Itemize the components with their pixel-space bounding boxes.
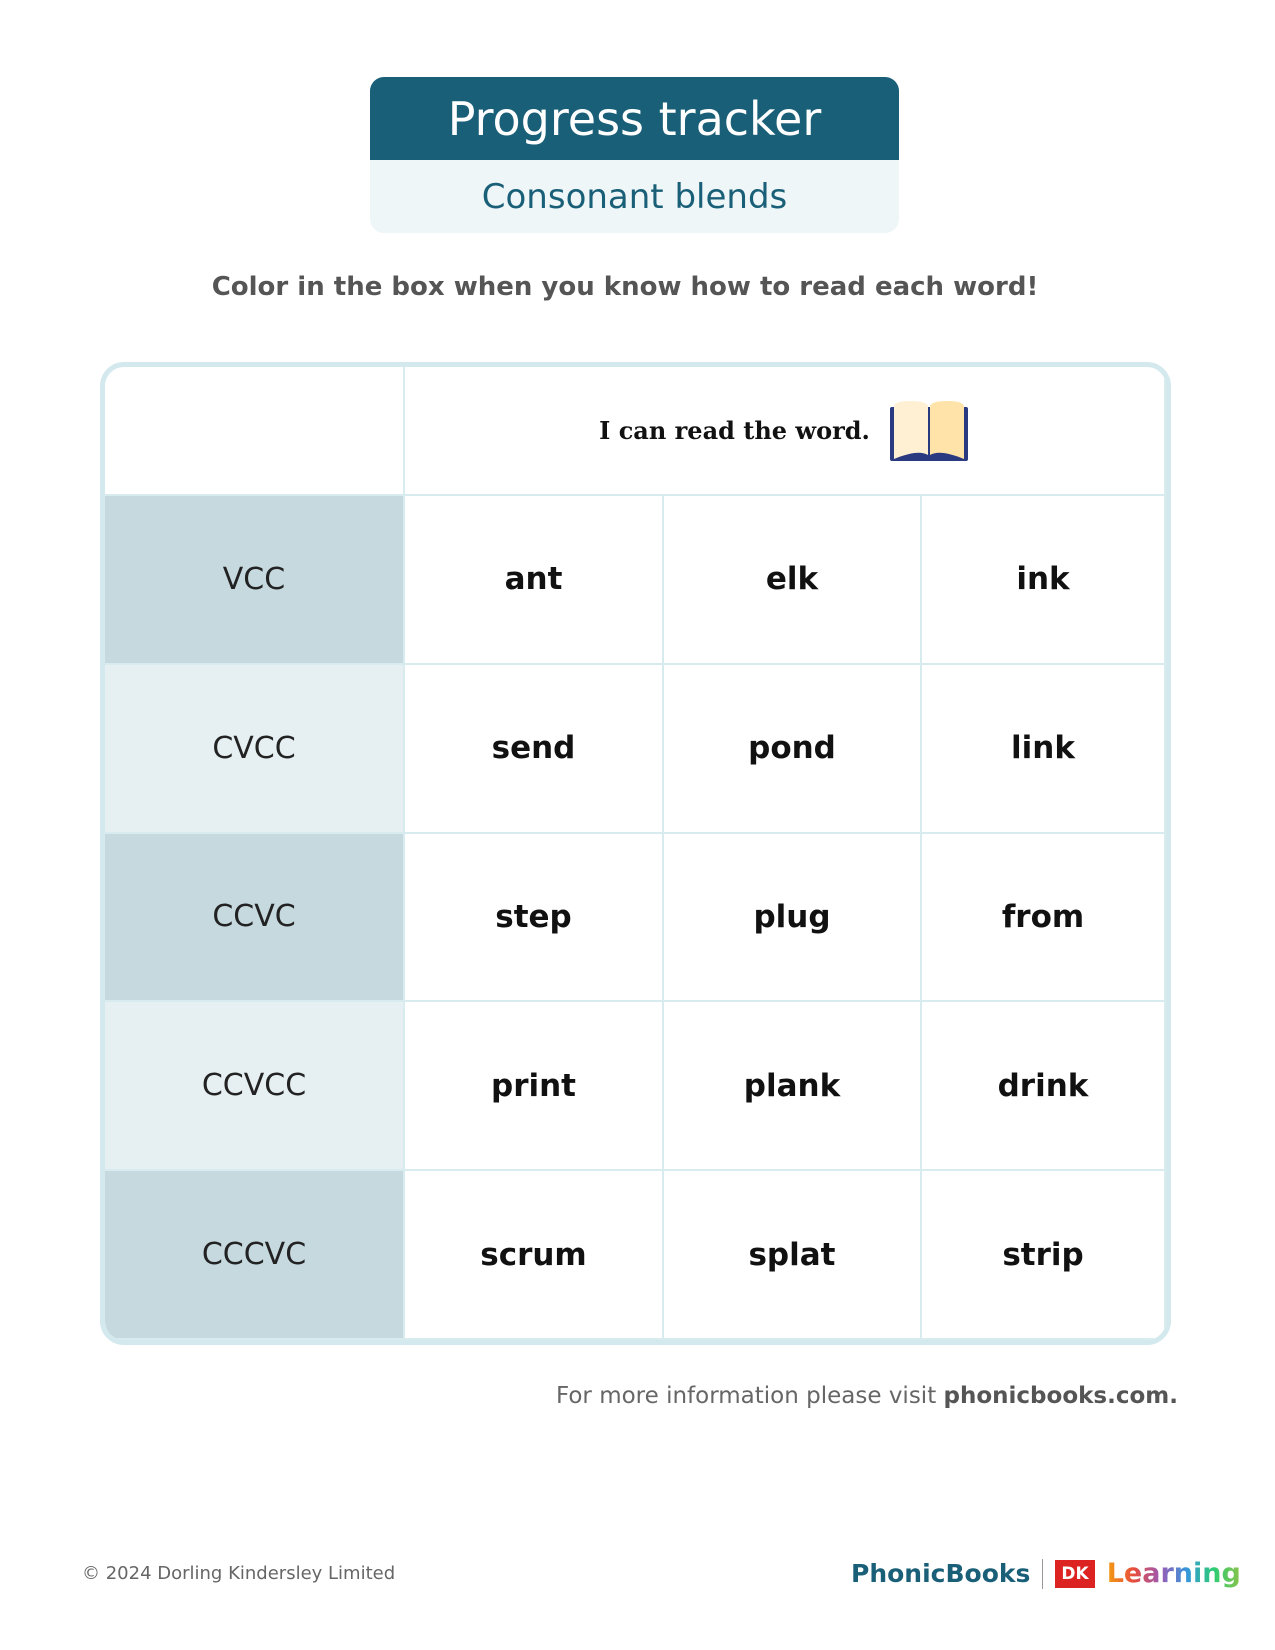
- word-cell[interactable]: send: [405, 665, 664, 834]
- row-label: CCVCC: [105, 1002, 405, 1171]
- open-book-icon: [888, 399, 970, 463]
- word-cell[interactable]: drink: [922, 1002, 1166, 1171]
- row-label: CCVC: [105, 834, 405, 1003]
- word-cell[interactable]: pond: [664, 665, 922, 834]
- instruction: Color in the box when you know how to read each word!: [211, 272, 1039, 302]
- row-label: CVCC: [105, 665, 405, 834]
- progress-table: [100, 362, 1171, 1345]
- word-cell[interactable]: step: [405, 834, 664, 1003]
- heading-text: I can read the word.: [599, 416, 870, 445]
- word-cell[interactable]: link: [922, 665, 1166, 834]
- row-label: VCC: [105, 496, 405, 665]
- page-title: Progress tracker: [370, 77, 899, 160]
- table-heading: [405, 367, 1166, 496]
- dk-logo: DK: [1055, 1560, 1094, 1588]
- learning-logo: Learning: [1106, 1558, 1241, 1589]
- word-cell[interactable]: elk: [664, 496, 922, 665]
- word-cell[interactable]: print: [405, 1002, 664, 1171]
- word-cell[interactable]: strip: [922, 1171, 1166, 1340]
- word-cell[interactable]: splat: [664, 1171, 922, 1340]
- logo-divider: [1042, 1559, 1043, 1589]
- more-info-text: For more information please visit: [555, 1383, 944, 1409]
- word-cell[interactable]: scrum: [405, 1171, 664, 1340]
- website-link[interactable]: phonicbooks.com.: [943, 1383, 1178, 1409]
- copyright: © 2024 Dorling Kindersley Limited: [82, 1563, 396, 1584]
- more-info: [556, 1383, 1178, 1409]
- word-cell[interactable]: plug: [664, 834, 922, 1003]
- word-cell[interactable]: from: [922, 834, 1166, 1003]
- word-cell[interactable]: ant: [405, 496, 664, 665]
- phonicbooks-logo: PhonicBooks: [851, 1559, 1031, 1588]
- page-subtitle: Consonant blends: [481, 176, 788, 217]
- logos: [851, 1558, 1241, 1589]
- title-box: [370, 77, 899, 233]
- word-cell[interactable]: ink: [922, 496, 1166, 665]
- corner-cell: [105, 367, 405, 496]
- word-cell[interactable]: plank: [664, 1002, 922, 1171]
- row-label: CCCVC: [105, 1171, 405, 1340]
